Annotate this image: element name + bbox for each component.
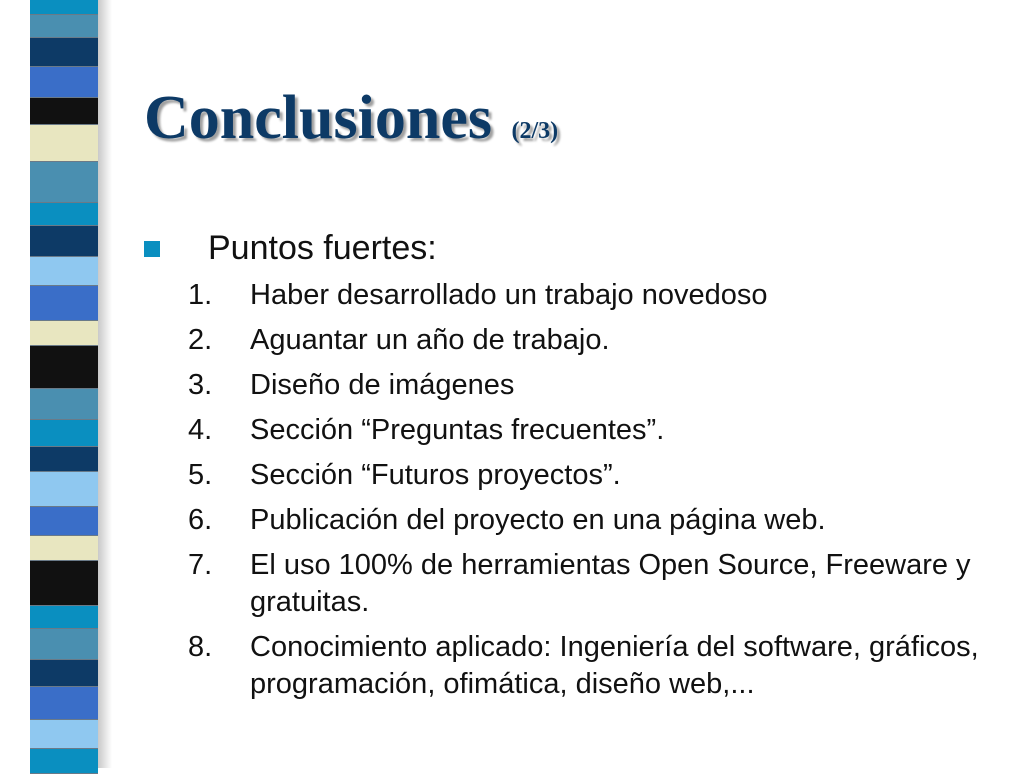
item-number: 3. xyxy=(188,369,213,401)
list-item xyxy=(188,322,1008,359)
strip-band xyxy=(30,420,98,447)
list-item xyxy=(188,547,1008,621)
square-bullet-icon xyxy=(144,241,160,257)
list-item xyxy=(188,367,1008,404)
strip-band xyxy=(30,660,98,687)
strip-shadow xyxy=(98,0,112,768)
item-text: Diseño de imágenes xyxy=(250,369,515,401)
strip-band xyxy=(30,561,98,606)
strip-band xyxy=(30,38,98,67)
strip-band xyxy=(30,98,98,125)
item-number: 5. xyxy=(188,459,213,491)
strip-band xyxy=(30,15,98,38)
slide-title-text: Conclusiones xyxy=(144,84,492,152)
item-text: Aguantar un año de trabajo. xyxy=(250,324,610,356)
slide-title xyxy=(144,78,558,171)
slide-title-page: (2/3) xyxy=(511,118,559,144)
strip-band xyxy=(30,0,98,15)
item-text: Sección “Futuros proyectos”. xyxy=(250,459,621,491)
strip-band xyxy=(30,447,98,472)
strip-band xyxy=(30,629,98,660)
strip-band xyxy=(30,749,98,774)
list-item xyxy=(188,412,1008,449)
strip-band xyxy=(30,67,98,98)
strip-band xyxy=(30,606,98,629)
strip-band xyxy=(30,257,98,286)
item-number: 6. xyxy=(188,504,213,536)
strip-band xyxy=(30,389,98,420)
strip-band xyxy=(30,472,98,507)
strip-band xyxy=(30,687,98,720)
item-number: 7. xyxy=(188,549,213,581)
item-number: 2. xyxy=(188,324,213,356)
item-text: Conocimiento aplicado: Ingeniería del software, gráficos, programación, ofimática, diseño web,... xyxy=(250,631,979,700)
item-text: Sección “Preguntas frecuentes”. xyxy=(250,414,665,446)
list-item xyxy=(188,629,1008,703)
strip-band xyxy=(30,162,98,203)
section-heading: Puntos fuertes: xyxy=(208,229,437,267)
strengths-list xyxy=(188,277,1008,711)
item-number: 8. xyxy=(188,631,213,663)
strip-band xyxy=(30,720,98,749)
item-text: Publicación del proyecto en una página web. xyxy=(250,504,826,536)
list-item xyxy=(188,502,1008,539)
strip-band xyxy=(30,346,98,389)
strip-band xyxy=(30,507,98,536)
list-item xyxy=(188,457,1008,494)
item-number: 1. xyxy=(188,279,213,311)
list-item xyxy=(188,277,1008,314)
item-number: 4. xyxy=(188,414,213,446)
strip-band xyxy=(30,125,98,162)
strip-band xyxy=(30,286,98,321)
item-text: Haber desarrollado un trabajo novedoso xyxy=(250,279,768,311)
item-text: El uso 100% de herramientas Open Source, Freeware y gratuitas. xyxy=(250,549,971,618)
decorative-strip xyxy=(30,0,98,768)
strip-band xyxy=(30,321,98,346)
strip-band xyxy=(30,203,98,226)
strip-band xyxy=(30,226,98,257)
strip-band xyxy=(30,536,98,561)
